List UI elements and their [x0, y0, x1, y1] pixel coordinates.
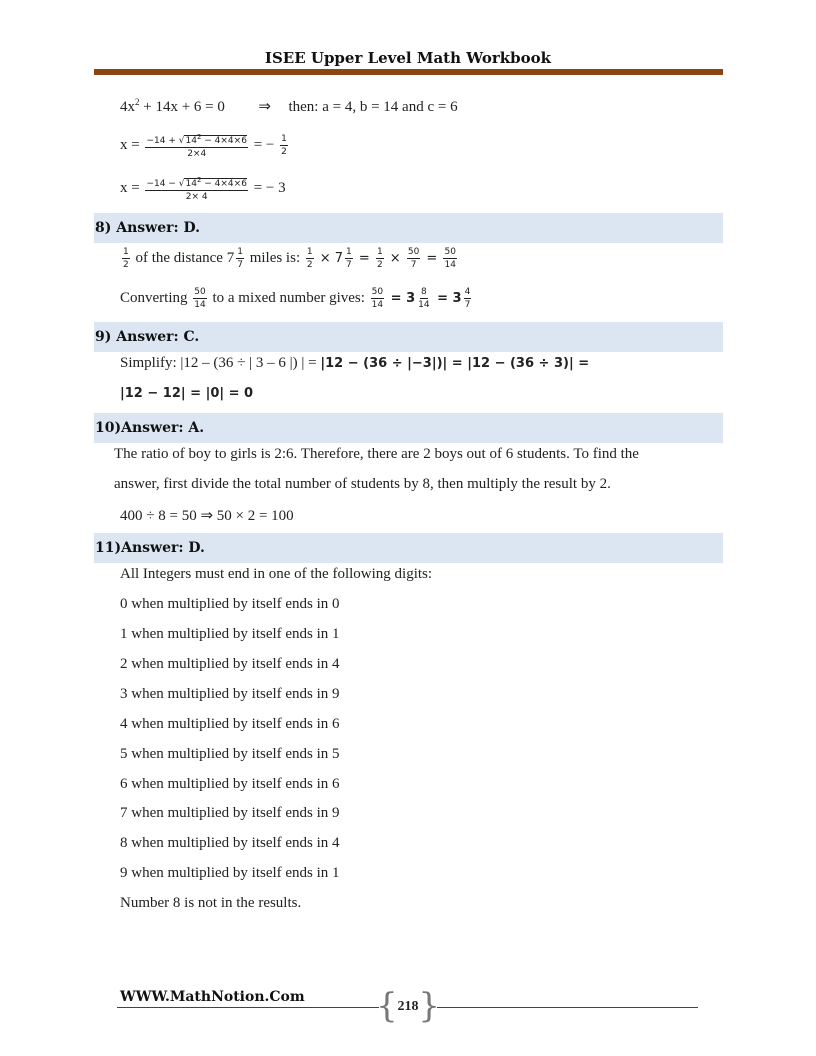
- page-number-block: [376, 986, 440, 1026]
- q9-answer-band: 9) Answer: C.: [94, 322, 723, 352]
- q8-line-1: [120, 246, 459, 271]
- q8-l2-text-1: Converting: [120, 289, 192, 306]
- header-rule: [94, 69, 723, 75]
- q10-line-1: The ratio of boy to girls is 2:6. Therefore, there are 2 boys out of 6 students. To find the: [114, 446, 639, 462]
- q8-l2-text-4: = 3: [432, 290, 462, 306]
- q8-frac-50-14: $\frac{50}{14}$: [444, 247, 456, 270]
- q7-x1-fraction: $\frac{-14 + √14^2 - 4\times 4\times 6}{2\times 4}$: [146, 133, 247, 159]
- q7-x1-result: [280, 133, 288, 158]
- q11-digit-line: 6 when multiplied by itself ends in 6: [120, 776, 340, 792]
- q10-answer-band: 10)Answer: A.: [94, 413, 723, 443]
- q10-line-3: 400 ÷ 8 = 50 ⇒ 50 × 2 = 100: [120, 508, 294, 524]
- q7-x2-den: 2× 4: [185, 192, 208, 202]
- q8-l1-text-4: =: [354, 250, 374, 266]
- q11-conclusion: Number 8 is not in the results.: [120, 895, 302, 911]
- q8-frac-seventh-2: $\frac{1}{7}$: [346, 247, 352, 270]
- q7-x1-den: 2×4: [187, 149, 207, 159]
- q7-x2-num-c: − 4×4×6: [201, 179, 247, 189]
- q7-eq-main: 4x: [120, 99, 135, 115]
- q8-line-2: [120, 286, 473, 311]
- q7-x2-num-exp: 2: [196, 176, 202, 184]
- q7-then-arrow: ⇒: [258, 99, 271, 115]
- q8-l2-frac-2: $\frac{50}{14}$: [371, 287, 384, 310]
- q8-l1-text-5: ×: [385, 250, 405, 266]
- q7-x1-num-c: − 4×4×6: [201, 136, 247, 146]
- q9-line-2: |12 − 12| = |0| = 0: [120, 386, 254, 401]
- q11-digit-line: 7 when multiplied by itself ends in 9: [120, 805, 340, 821]
- q7-x1-num-b: 14: [185, 136, 197, 146]
- q8-l2-frac-3: $\frac{8}{14}$: [418, 287, 430, 310]
- q7-x1-num-a: −14 +: [146, 136, 179, 146]
- footer-rule-left: [117, 1007, 379, 1008]
- q11-digit-line: 4 when multiplied by itself ends in 6: [120, 716, 340, 732]
- q8-answer-band: 8) Answer: D.: [94, 213, 723, 243]
- q8-l2-frac-1: $\frac{50}{14}$: [194, 287, 206, 310]
- q11-digit-line: 1 when multiplied by itself ends in 1: [120, 626, 340, 642]
- q7-x1-prefix: x =: [120, 136, 140, 153]
- q7-x2-num-a: −14 −: [146, 179, 179, 189]
- q8-l1-text-2: miles is:: [245, 249, 304, 266]
- q7-root2-line: [120, 174, 286, 203]
- q7-equation-line: [120, 97, 458, 116]
- q7-x1-res-den: 2: [281, 147, 287, 157]
- q11-intro: All Integers must end in one of the following digits:: [120, 566, 433, 582]
- q7-x1-res-num: 1: [281, 134, 287, 144]
- q7-then-text: then: a = 4, b = 14 and c = 6: [288, 99, 458, 115]
- q8-l2-text-2: to a mixed number gives:: [208, 289, 369, 306]
- page-bracket-right: }: [418, 986, 440, 1026]
- q9-simplify-math: |12 − (36 ÷ |−3|)| = |12 − (36 ÷ 3)| =: [320, 356, 590, 371]
- footer-website-link[interactable]: WWW.MathNotion.Com: [120, 989, 305, 1005]
- page-number: 218: [397, 999, 419, 1014]
- q7-x2-fraction: $\frac{-14 - √14^2 - 4\times 4\times 6}{2\times 4}$: [146, 176, 247, 202]
- q11-digit-line: 8 when multiplied by itself ends in 4: [120, 835, 340, 851]
- q8-frac-seventh: $\frac{1}{7}$: [237, 247, 243, 270]
- q11-digit-line: 9 when multiplied by itself ends in 1: [120, 865, 340, 881]
- q8-frac-half-2: $\frac{1}{2}$: [306, 247, 313, 270]
- q11-digit-line: 2 when multiplied by itself ends in 4: [120, 656, 340, 672]
- q8-l1-text-1: of the distance 7: [131, 249, 235, 266]
- q11-answer-band: 11)Answer: D.: [94, 533, 723, 563]
- q7-root1-line: [120, 131, 290, 160]
- q7-eq-rest: + 14x + 6 = 0: [139, 99, 225, 115]
- page-bracket-left: {: [376, 986, 398, 1026]
- q9-line-1: [120, 355, 589, 372]
- q10-line-2: answer, first divide the total number of students by 8, then multiply the result by 2.: [114, 476, 611, 492]
- q8-frac-half: $\frac{1}{2}$: [123, 247, 129, 270]
- q7-x1-num-exp: 2: [196, 133, 202, 141]
- footer-rule-right: [437, 1007, 698, 1008]
- q8-frac-50-7: $\frac{50}{7}$: [407, 247, 420, 270]
- workbook-title: ISEE Upper Level Math Workbook: [264, 49, 552, 67]
- q11-digit-line: 3 when multiplied by itself ends in 9: [120, 686, 340, 702]
- q9-simplify-text: Simplify: |12 – (36 ÷ | 3 – 6 |) | =: [120, 355, 321, 371]
- q8-l2-text-3: = 3: [386, 290, 416, 306]
- q8-frac-half-3: $\frac{1}{2}$: [376, 247, 383, 270]
- q7-x1-eq: = −: [253, 136, 275, 153]
- q8-l2-frac-4: $\frac{4}{7}$: [464, 287, 471, 310]
- q7-x2-prefix: x =: [120, 179, 140, 196]
- q8-l1-text-6: =: [422, 250, 442, 266]
- q7-eq-exp: 2: [135, 97, 140, 107]
- q7-x2-num-b: 14: [185, 179, 197, 189]
- q8-l1-text-3: × 7: [315, 250, 344, 266]
- q7-x2-eq: = − 3: [253, 179, 286, 196]
- q11-digit-line: 0 when multiplied by itself ends in 0: [120, 596, 340, 612]
- q11-digit-line: 5 when multiplied by itself ends in 5: [120, 746, 340, 762]
